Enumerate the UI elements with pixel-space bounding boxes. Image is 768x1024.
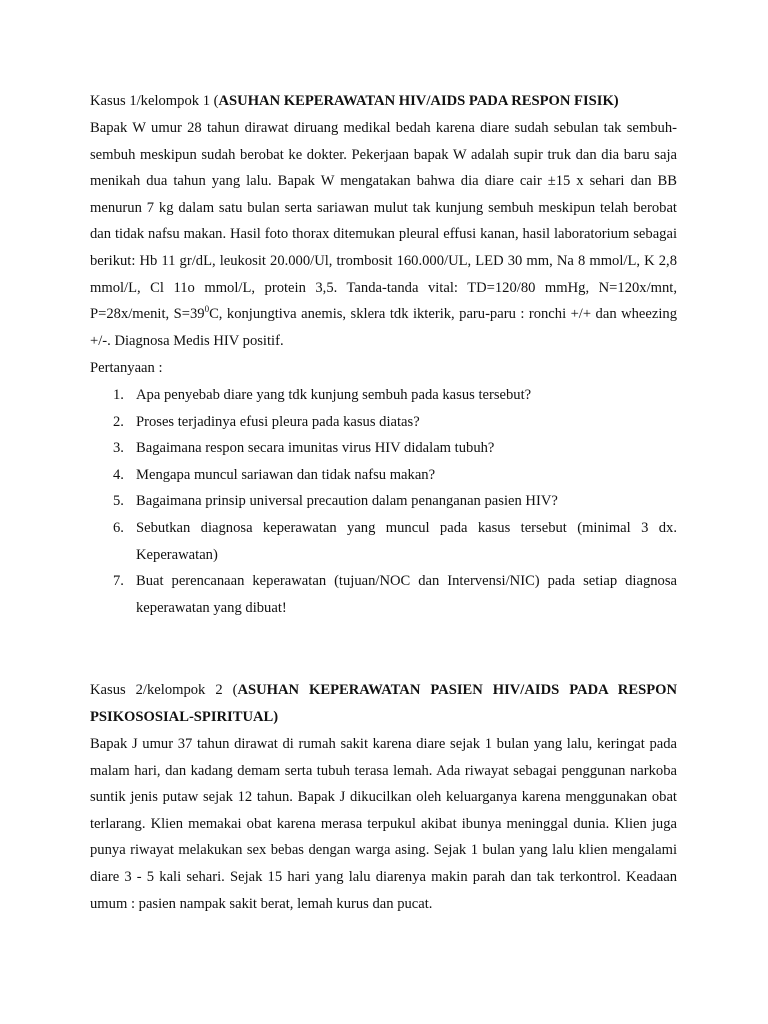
question-text: Proses terjadinya efusi pleura pada kasus diatas? <box>136 413 420 430</box>
question-number: 2. <box>113 413 124 430</box>
question-text: Bagaimana prinsip universal precaution dalam penanganan pasien HIV? <box>136 493 558 510</box>
case1-body-text-end: C, konjungtiva anemis, sklera tdk ikterik, paru-paru : ronchi +/+ dan wheezing +/-. Diagnosa Medis HIV positif. <box>90 306 677 349</box>
question-number: 5. <box>113 493 124 510</box>
question-number: 7. <box>113 573 124 590</box>
case1-body-text: Bapak W umur 28 tahun dirawat diruang medikal bedah karena diare sudah sebulan tak sembuh-sembuh meskipun sudah berobat ke dokter. Pekerjaan bapak W adalah supir truk dan dia baru saja menikah dua tahun yang lalu. Bapak W mengatakan bahwa dia diare cair ±15 x sehari dan BB menurun 7 kg dalam satu bulan serta sariawan mulut tak kunjung sembuh meskipun telah berobat dan tidak nafsu makan. Hasil foto thorax ditemukan pleural effusi kanan, hasil laboratorium sebagai berikut: Hb 11 gr/dL, leukosit 20.000/Ul, trombosit 160.000/UL, LED 30 mm, Na 8 mmol/L, K 2,8 mmol/L, Cl 11o mmol/L, protein 3,5. Tanda-tanda vital: TD=120/80 mmHg, N=120x/mnt, P=28x/menit, S=39 <box>90 120 677 323</box>
list-item <box>90 382 677 409</box>
questions-list <box>90 382 677 621</box>
question-text: Sebutkan diagnosa keperawatan yang muncul pada kasus tersebut (minimal 3 dx. Keperawatan) <box>136 519 677 563</box>
list-item <box>90 462 677 489</box>
question-number: 6. <box>113 519 124 536</box>
question-number: 3. <box>113 440 124 457</box>
questions-label: Pertanyaan : <box>90 360 163 376</box>
degree-superscript: 0 <box>204 304 210 315</box>
question-text: Buat perencanaan keperawatan (tujuan/NOC dan Intervensi/NIC) pada setiap diagnosa keperawatan yang dibuat! <box>136 573 677 616</box>
question-number: 4. <box>113 466 124 483</box>
case2-body: Bapak J umur 37 tahun dirawat di rumah sakit karena diare sejak 1 bulan yang lalu, keringat pada malam hari, dan kadang demam serta tubuh terasa lemah. Ada riwayat sebagai penggunan narkoba suntik jenis putaw sejak 12 tahun. Bapak J dikucilkan oleh keluarganya karena menggunakan obat terlarang. Klien memakai obat karena merasa terpukul akibat ibunya meninggal dunia. Klien juga punya riwayat melakukan sex bebas dengan warga asing. Sejak 1 bulan yang lalu klien mengalami diare 3 - 5 kali sehari. Sejak 15 hari yang lalu diarenya makin parah dan tak terkontrol. Keadaan umum : pasien nampak sakit berat, lemah kurus dan pucat. <box>90 736 677 912</box>
list-item <box>90 568 677 621</box>
case2-title-line2: PSIKOSOSIAL-SPIRITUAL) <box>90 709 279 725</box>
case2-prefix: Kasus 2/kelompok 2 ( <box>90 682 238 698</box>
case1-title: ASUHAN KEPERAWATAN HIV/AIDS PADA RESPON FISIK) <box>218 93 619 109</box>
case1-heading <box>90 88 677 115</box>
case2-title-line1: ASUHAN KEPERAWATAN PASIEN HIV/AIDS PADA RESPON <box>237 682 677 698</box>
question-text: Bagaimana respon secara imunitas virus HIV didalam tubuh? <box>136 440 495 457</box>
question-text: Mengapa muncul sariawan dan tidak nafsu makan? <box>136 466 436 483</box>
question-text: Apa penyebab diare yang tdk kunjung sembuh pada kasus tersebut? <box>136 387 532 403</box>
case2-heading <box>90 677 677 704</box>
list-item <box>90 488 677 515</box>
list-item <box>90 515 677 568</box>
case1-body <box>90 115 677 354</box>
question-number: 1. <box>113 387 124 403</box>
list-item <box>90 435 677 462</box>
case1-prefix: Kasus 1/kelompok 1 ( <box>90 93 219 109</box>
list-item <box>90 409 677 436</box>
